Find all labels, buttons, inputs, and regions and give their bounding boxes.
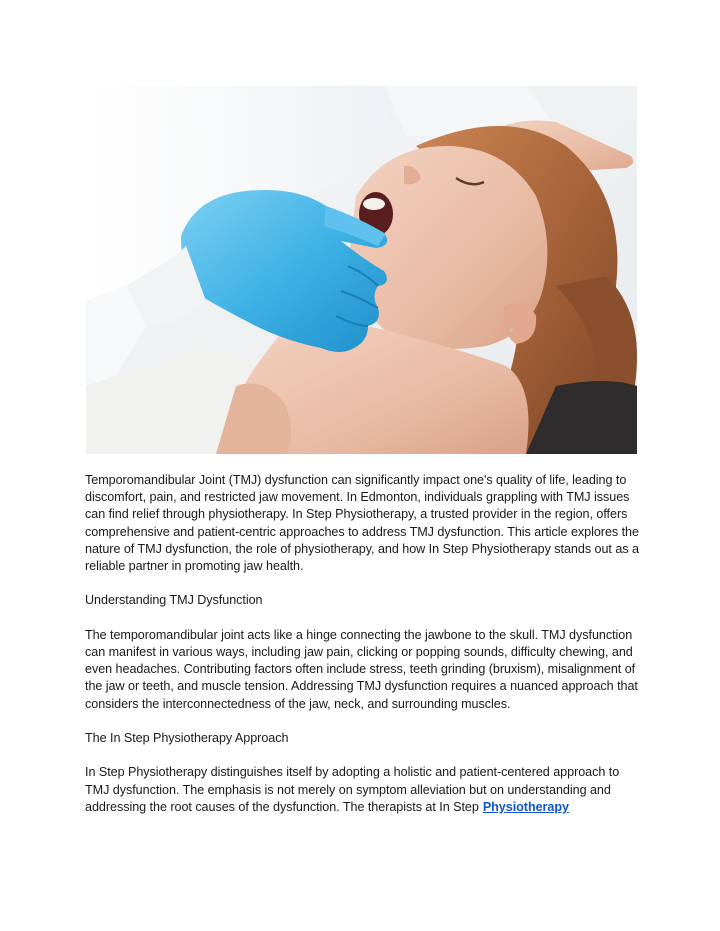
- understanding-paragraph: The temporomandibular joint acts like a hinge connecting the jawbone to the skull. TMJ dysfunction can manifest in various ways, including jaw pain, clicking or popping sounds, difficulty chewing, and even headaches. Contributing factors often include stress, teeth grinding (bruxism), misalignment of the jaw or teeth, and muscle tension. Addressing TMJ dysfunction requires a nuanced approach that considers the interconnectedness of the jaw, neck, and surrounding muscles.: [85, 627, 638, 711]
- article-body: [85, 472, 645, 833]
- photo-illustration: [86, 86, 637, 454]
- intro-paragraph: Temporomandibular Joint (TMJ) dysfunction can significantly impact one's quality of life, leading to discomfort, pain, and restricted jaw movement. In Edmonton, individuals grappling with TMJ issues can find relief through physiotherapy. In Step Physiotherapy, a trusted provider in the region, offers comprehensive and patient-centric approaches to address TMJ dysfunction. This article explores the nature of TMJ dysfunction, the role of physiotherapy, and how In Step Physiotherapy stands out as a reliable partner in promoting jaw health.: [85, 473, 639, 574]
- approach-paragraph-text: In Step Physiotherapy distinguishes itself by adopting a holistic and patient-centered approach to TMJ dysfunction. The emphasis is not merely on symptom alleviation but on understanding and addressing the root causes of the dysfunction. The therapists at In Step: [85, 765, 620, 814]
- photo-physiotherapist-treating-jaw: [86, 86, 637, 454]
- physiotherapy-link[interactable]: Physiotherapy: [482, 799, 569, 814]
- section-heading-approach: The In Step Physiotherapy Approach: [85, 731, 289, 745]
- approach-paragraph: [85, 764, 645, 816]
- section-heading-understanding: Understanding TMJ Dysfunction: [85, 593, 263, 608]
